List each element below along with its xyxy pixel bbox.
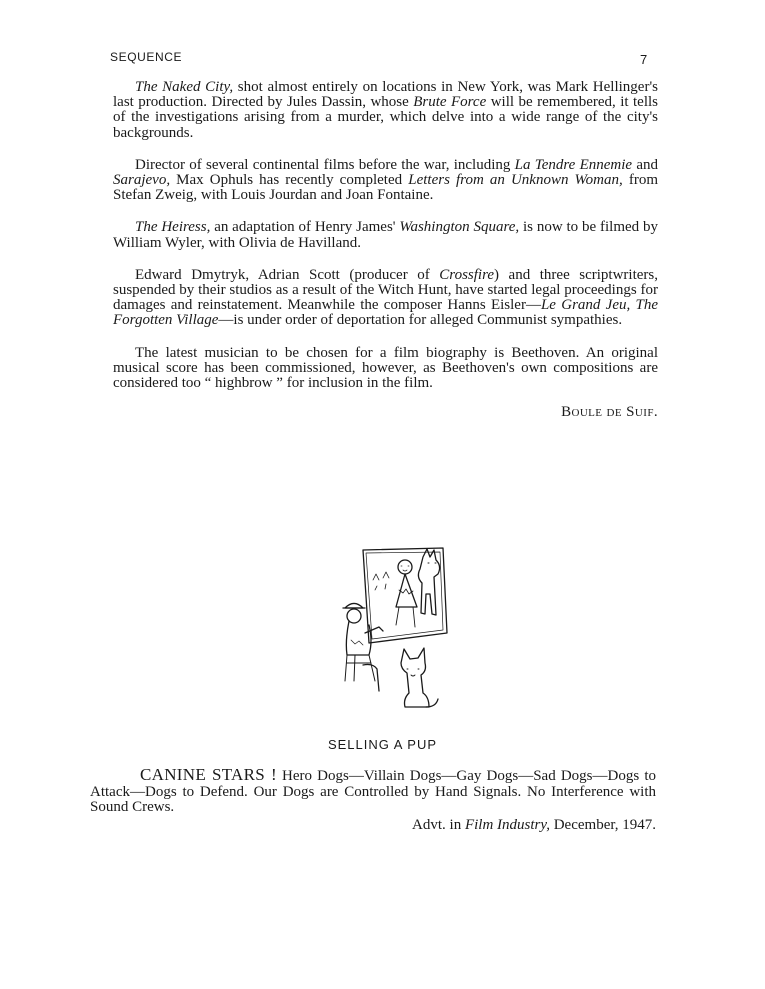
- credit-date: December, 1947.: [549, 816, 656, 833]
- film-title: Brute Force: [413, 94, 487, 111]
- cartoon-man-and-dog-watching-screen-icon: [325, 545, 465, 720]
- film-title: Sarajevo,: [113, 172, 171, 189]
- text: and: [632, 156, 658, 173]
- film-title: La Tendre Ennemie: [514, 156, 633, 173]
- text: an adaptation of Henry James': [210, 219, 400, 236]
- page-number: 7: [640, 52, 648, 67]
- film-title: Le Grand Jeu, The Forgotten Village: [113, 297, 658, 329]
- advert-body: Hero Dogs—Villain Dogs—Gay Dogs—Sad Dogs—Dogs to Attack—Dogs to Defend. Our Dogs are Controlled by Hand Signals. No Interference with Sound Crews.: [90, 768, 656, 815]
- advert-lead: CANINE STARS !: [140, 765, 277, 784]
- text: Director of several continental films before the war, including: [135, 156, 515, 173]
- paragraph-naked-city: [113, 80, 658, 141]
- text: —is under order of deportation for alleged Communist sympathies.: [218, 312, 623, 329]
- text: will be remembered, it tells of the investigations arising from a murder, which delve into a wide range of the city's backgrounds.: [113, 94, 658, 141]
- advertisement-quote: [90, 767, 656, 833]
- text: Edward Dmytryk, Adrian Scott (producer of: [135, 266, 440, 283]
- text: Max Ophuls has recently completed: [170, 172, 409, 189]
- credit-prefix: Advt. in: [412, 816, 465, 833]
- text: is now to be filmed by William Wyler, with Olivia de Havilland.: [113, 219, 658, 251]
- paragraph-beethoven: The latest musician to be chosen for a film biography is Beethoven. An original musical score has been commissioned, however, as Beethoven's own compositions are considered too “ highbrow ” for inclusion in the film.: [113, 344, 658, 392]
- film-title: The Heiress,: [135, 219, 211, 236]
- film-title: Crossfire: [439, 266, 495, 283]
- running-head: SEQUENCE: [110, 50, 183, 64]
- author-signature: Boule de Suif.: [561, 404, 658, 421]
- advert-credit: [90, 818, 656, 834]
- advert-text: [90, 767, 656, 816]
- paragraph-witch-hunt: [113, 268, 658, 329]
- film-title: The Naked City,: [135, 79, 234, 95]
- text: shot almost entirely on locations in New York, was Mark Hellinger's last production. Directed by Jules Dassin, whose: [113, 79, 658, 111]
- publication-title: Film Industry,: [464, 816, 550, 833]
- film-title: Letters from an Unknown Woman,: [408, 172, 623, 189]
- text: ) and three scriptwriters, suspended by their studios as a result of the Witch Hunt, have started legal proceedings for damages and reinstatement. Meanwhile the composer Hanns Eisler—: [113, 266, 658, 314]
- paragraph-heiress: [113, 220, 658, 250]
- cartoon-caption: SELLING A PUP: [327, 737, 438, 752]
- book-title: Washington Square,: [399, 219, 520, 236]
- article: [113, 80, 658, 437]
- text: from Stefan Zweig, with Louis Jourdan and Joan Fontaine.: [113, 172, 658, 204]
- paragraph-max-ophuls: [113, 158, 658, 204]
